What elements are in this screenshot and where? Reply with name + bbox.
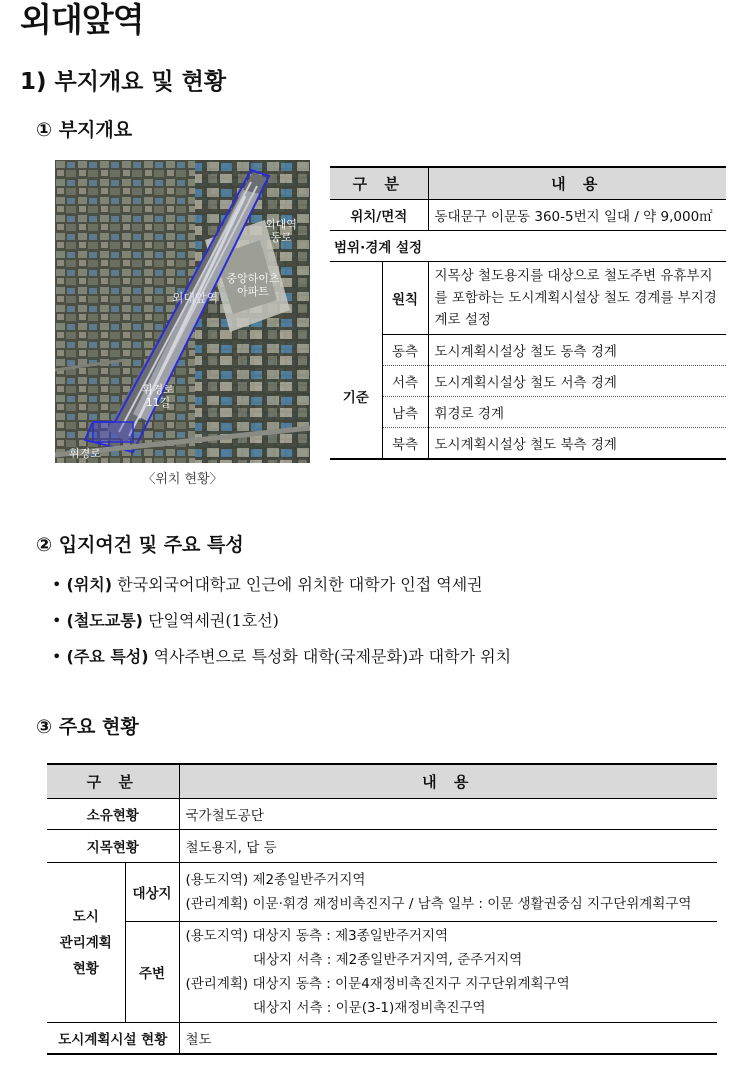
location-label: 위치/면적 xyxy=(330,200,428,231)
standard-south-value: 휘경로 경계 xyxy=(428,397,726,428)
bullet-key: (위치) xyxy=(66,575,113,594)
site-label: 대상지 xyxy=(125,863,179,922)
subsection-site-overview: ① 부지개요 xyxy=(36,119,133,141)
label-east-exit: 외대역 동로 xyxy=(265,218,297,244)
ownership-value: 국가철도공단 xyxy=(179,799,717,830)
standard-east-dir: 동측 xyxy=(382,335,428,366)
plan-label xyxy=(47,863,125,1023)
around-line: 대상지 서측 : 제2종일반주거지역, 준주거지역 xyxy=(185,952,523,968)
standard-east-value: 도시계획시설상 철도 동측 경계 xyxy=(428,335,726,366)
plan-label-line: 관리계획 xyxy=(59,934,112,951)
facility-value: 철도 xyxy=(179,1023,717,1055)
bullet-text: 역사주변으로 특성화 대학(국제문화)과 대학가 위치 xyxy=(148,647,512,666)
section-heading: 1) 부지개요 및 현황 xyxy=(20,69,227,95)
bullet-key: (철도교통) xyxy=(66,611,143,630)
table2-header-content: 내 용 xyxy=(179,764,717,799)
facility-label: 도시계획시설 현황 xyxy=(47,1023,179,1055)
site-overview-table xyxy=(330,166,726,460)
label-station: 외대앞역 xyxy=(171,291,219,305)
ownership-label: 소유현황 xyxy=(47,799,179,830)
page-title: 외대앞역 xyxy=(20,0,144,39)
table1-header-content: 내 용 xyxy=(428,167,726,200)
label-apartment: 중앙하이츠 아파트 xyxy=(226,272,280,298)
plan-label-line: 도시 xyxy=(72,908,99,925)
around-line: (용도지역) 대상지 동측 : 제3종일반주거지역 xyxy=(185,928,449,944)
table2-header-category: 구 분 xyxy=(47,764,179,799)
site-line: (용도지역) 제2종일반주거지역 xyxy=(185,872,366,888)
scope-label: 범위·경계 설정 xyxy=(330,231,726,262)
label-road-11: 휘경로 11길 xyxy=(142,383,174,409)
main-status-table xyxy=(47,763,717,1055)
around-line: 대상지 서측 : 이문(3-1)재정비촉진구역 xyxy=(185,1000,486,1016)
around-value xyxy=(179,922,717,1023)
aerial-photo-svg xyxy=(55,160,310,463)
subsection-location-features: ② 입지여건 및 주요 특성 xyxy=(36,534,244,556)
standard-north-value: 도시계획시설상 철도 북측 경계 xyxy=(428,428,726,460)
aerial-photo xyxy=(55,160,310,463)
list-item: • (위치) 한국외국어대학교 인근에 위치한 대학가 인접 역세권 xyxy=(52,575,483,594)
features-list xyxy=(52,572,511,680)
principle-value: 지목상 철도용지를 대상으로 철도주변 유휴부지를 포함하는 도시계획시설상 철도 경계를 부지경계로 설정 xyxy=(428,262,726,335)
standard-west-value: 도시계획시설상 철도 서측 경계 xyxy=(428,366,726,397)
around-label: 주변 xyxy=(125,922,179,1023)
list-item: • (철도교통) 단일역세권(1호선) xyxy=(52,611,279,630)
standard-south-dir: 남측 xyxy=(382,397,428,428)
standard-north-dir: 북측 xyxy=(382,428,428,460)
around-line: (관리계획) 대상지 동측 : 이문4재정비촉진지구 지구단위계획구역 xyxy=(185,976,570,992)
site-value xyxy=(179,863,717,922)
label-road: 휘경로 xyxy=(69,447,101,460)
plan-label-line: 현황 xyxy=(72,960,99,977)
land-value: 철도용지, 답 등 xyxy=(179,830,717,863)
bullet-text: 단일역세권(1호선) xyxy=(142,611,279,630)
site-line: (관리계획) 이문·휘경 재정비촉진지구 / 남측 일부 : 이문 생활권중심 지구단위계획구역 xyxy=(185,896,692,912)
bullet-text: 한국외국어대학교 인근에 위치한 대학가 인접 역세권 xyxy=(112,575,483,594)
standard-west-dir: 서측 xyxy=(382,366,428,397)
list-item: • (주요 특성) 역사주변으로 특성화 대학(국제문화)과 대학가 위치 xyxy=(52,647,512,666)
image-caption: 〈위치 현황〉 xyxy=(142,472,223,487)
principle-label: 원칙 xyxy=(382,262,428,335)
location-value: 동대문구 이문동 360-5번지 일대 / 약 9,000㎡ xyxy=(428,200,726,231)
land-label: 지목현황 xyxy=(47,830,179,863)
table1-header-category: 구 분 xyxy=(330,167,428,200)
standard-label: 기준 xyxy=(330,335,382,460)
bullet-key: (주요 특성) xyxy=(66,647,149,666)
subsection-main-status: ③ 주요 현황 xyxy=(36,716,139,738)
